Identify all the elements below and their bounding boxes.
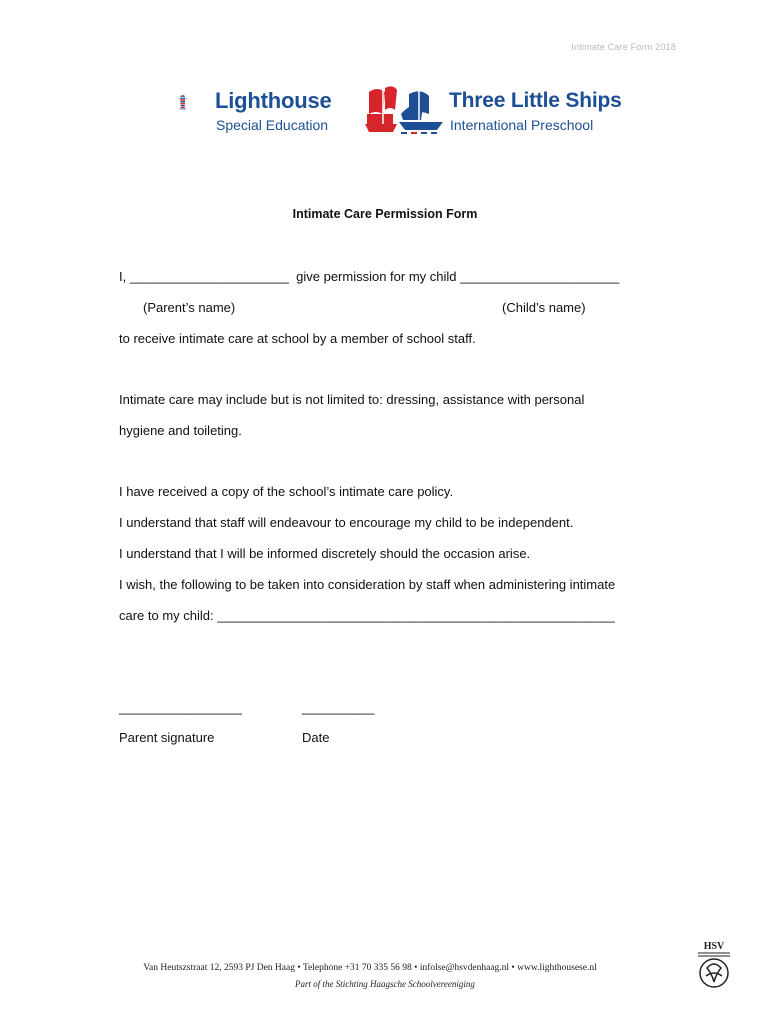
permission-middle: give permission for my child bbox=[288, 269, 461, 284]
lighthouse-logo-subtitle: Special Education bbox=[216, 117, 329, 133]
hsv-logo-text: HSV bbox=[703, 941, 725, 952]
parent-name-label: (Parent’s name) bbox=[143, 300, 236, 315]
lighthouse-logo-title: Lighthouse bbox=[215, 88, 332, 113]
child-name-field[interactable]: ______________________ bbox=[460, 269, 620, 284]
form-title: Intimate Care Permission Form bbox=[292, 207, 478, 221]
three-little-ships-logo-icon bbox=[363, 84, 447, 136]
policy-received-statement: I have received a copy of the school’s intimate care policy. bbox=[119, 484, 454, 499]
wishes-statement-line-2 bbox=[119, 608, 615, 623]
footer-address: Van Heutszstraat 12, 2593 PJ Den Haag • Telephone +31 70 335 56 98 • infolse@hsvdenhaag.nl • www.lighthousese.nl bbox=[143, 963, 597, 973]
hsv-seal-icon bbox=[694, 940, 734, 990]
signature-field[interactable]: _________________ bbox=[119, 700, 242, 715]
header-form-tag: Intimate Care Form 2018 bbox=[571, 42, 676, 52]
footer-affiliation: Part of the Stichting Haagsche Schoolvereeniging bbox=[295, 979, 475, 989]
intimate-care-definition-line-1: Intimate care may include but is not limited to: dressing, assistance with personal bbox=[119, 392, 585, 407]
wishes-field[interactable]: _______________________________________________________ bbox=[217, 608, 615, 623]
permission-line bbox=[119, 269, 619, 284]
lighthouse-logo-icon bbox=[178, 66, 218, 138]
date-label: Date bbox=[302, 730, 330, 745]
child-name-label: (Child’s name) bbox=[502, 300, 586, 315]
intimate-care-consent-text: to receive intimate care at school by a member of school staff. bbox=[119, 331, 476, 346]
three-little-ships-logo-subtitle: International Preschool bbox=[450, 117, 594, 133]
wishes-statement-line-1: I wish, the following to be taken into consideration by staff when administering intimate bbox=[119, 577, 616, 592]
three-little-ships-logo-title: Three Little Ships bbox=[449, 89, 622, 112]
intimate-care-definition-line-2: hygiene and toileting. bbox=[119, 423, 242, 438]
wishes-prefix: care to my child: bbox=[119, 608, 218, 623]
parent-name-field[interactable]: ______________________ bbox=[129, 269, 289, 284]
independence-statement: I understand that staff will endeavour to encourage my child to be independent. bbox=[119, 515, 574, 530]
discretion-statement: I understand that I will be informed discretely should the occasion arise. bbox=[119, 546, 531, 561]
date-field[interactable]: __________ bbox=[302, 700, 375, 715]
signature-label: Parent signature bbox=[119, 730, 215, 745]
permission-prefix: I, bbox=[119, 269, 130, 284]
